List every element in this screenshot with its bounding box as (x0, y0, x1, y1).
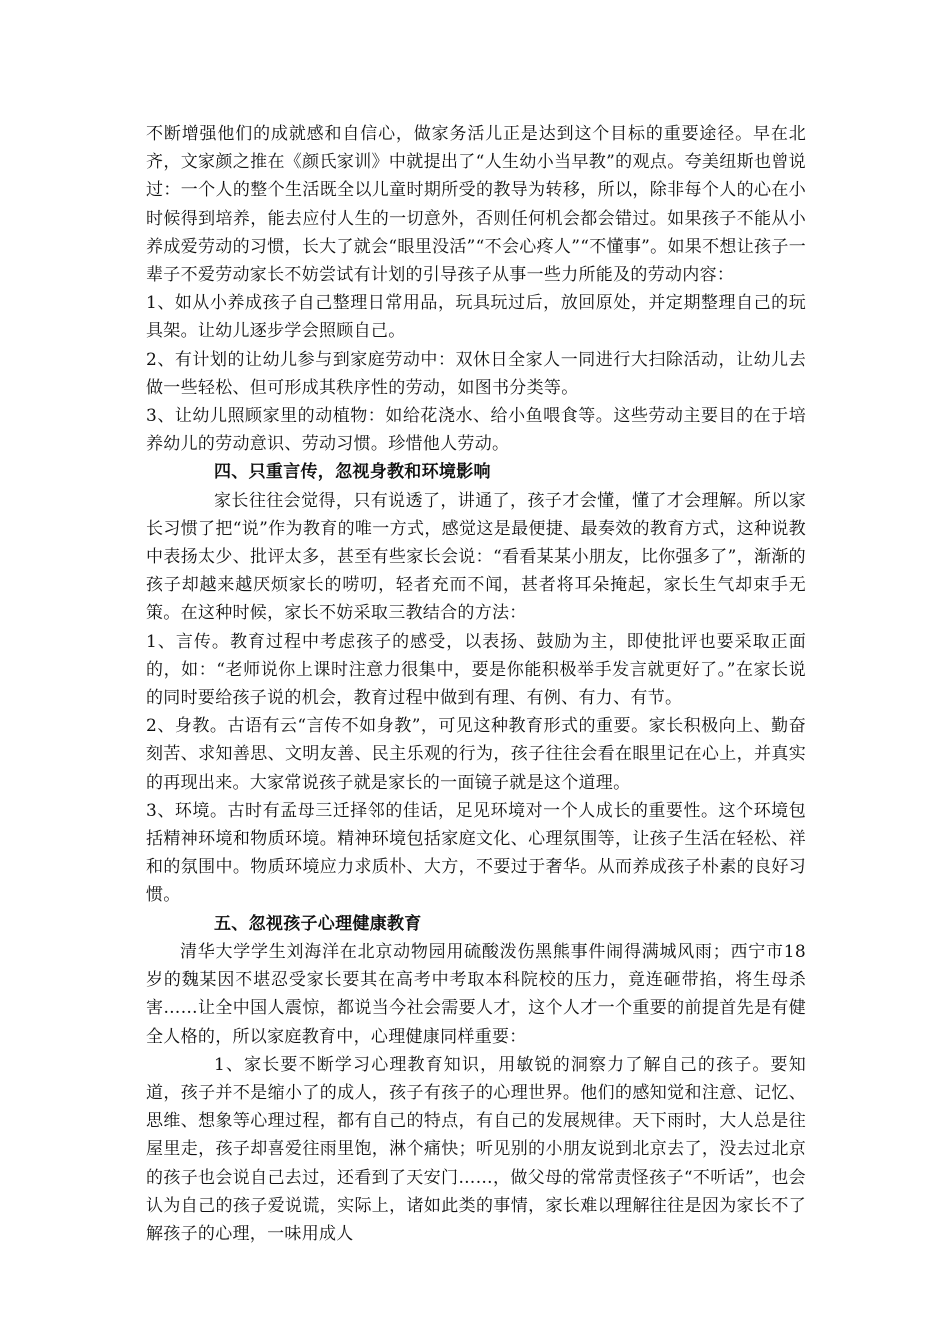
list-item-environment: 3、环境。古时有孟母三迁择邻的佳话，足见环境对一个人成长的重要性。这个环境包括精神环境和物质环境。精神环境包括家庭文化、心理氛围等，让孩子生活在轻松、祥和的氛围中。物质环境应力求质朴、大方，不要过于奢华。从而养成孩子朴素的良好习惯。 (146, 800, 806, 906)
list-item-family-chores: 2、有计划的让幼儿参与到家庭劳动中：双休日全家人一同进行大扫除活动，让幼儿去做一些轻松、但可形成其秩序性的劳动，如图书分类等。 (146, 349, 806, 398)
section-heading-5: 五、忽视孩子心理健康教育 (214, 913, 422, 934)
list-item-care-pets-plants: 3、让幼儿照顾家里的动植物：如给花浇水、给小鱼喂食等。这些劳动主要目的在于培养幼儿的劳动意识、劳动习惯。珍惜他人劳动。 (146, 406, 806, 455)
list-item-tidy-toys: 1、如从小养成孩子自己整理日常用品，玩具玩过后，放回原处，并定期整理自己的玩具架。让幼儿逐步学会照顾自己。 (146, 293, 806, 342)
list-item-words: 1、言传。教育过程中考虑孩子的感受，以表扬、鼓励为主，即使批评也要采取正面的，如：“老师说你上课时注意力很集中，要是你能积极举手发言就更好了。”在家长说的同时要给孩子说的机会，教育过程中做到有理、有例、有力、有节。 (146, 631, 806, 709)
list-item-learn-psychology: 1、家长要不断学习心理教育知识，用敏锐的洞察力了解自己的孩子。要知道，孩子并不是缩小了的成人，孩子有孩子的心理世界。他们的感知觉和注意、记忆、思维、想象等心理过程，都有自己的特点，有自己的发展规律。天下雨时，大人总是往屋里走，孩子却喜爱往雨里饱，淋个痛快；听见别的小朋友说到北京去了，没去过北京的孩子也会说自己去过，还看到了天安门……，做父母的常常责怪孩子“不听话”，也会认为自己的孩子爱说谎，实际上，诸如此类的事情，家长难以理解往往是因为家长不了解孩子的心理，一味用成人 (146, 1054, 806, 1244)
paragraph-lecturing: 家长往往会觉得，只有说透了，讲通了，孩子才会懂，懂了才会理解。所以家长习惯了把“说”作为教育的唯一方式，感觉这是最便捷、最奏效的教育方式，这种说教中表扬太少、批评太多，甚至有些家长会说：“看看某某小朋友，比你强多了”，渐渐的孩子却越来越厌烦家长的唠叨，轻者充而不闻，甚者将耳朵掩起，家长生气却束手无策。在这种时候，家长不妨采取三教结合的方法： (146, 490, 806, 624)
section-heading-4: 四、只重言传，忽视身教和环境影响 (214, 462, 491, 483)
paragraph-mental-health: 清华大学学生刘海洋在北京动物园用硫酸泼伤黑熊事件闹得满城风雨；西宁市18岁的魏某因不堪忍受家长要其在高考中考取本科院校的压力，竟连砸带掐，将生母杀害……让全中国人震惊，都说当今社会需要人才，这个人才一个重要的前提首先是有健全人格的，所以家庭教育中，心理健康同样重要： (146, 941, 806, 1047)
paragraph-housework-intro: 不断增强他们的成就感和自信心，做家务活儿正是达到这个目标的重要途径。早在北齐，文家颜之推在《颜氏家训》中就提出了“人生幼小当早教”的观点。夸美纽斯也曾说过：一个人的整个生活既全以儿童时期所受的教导为转移，所以，除非每个人的心在小时候得到培养，能去应付人生的一切意外，否则任何机会都会错过。如果孩子不能从小养成爱劳动的习惯，长大了就会“眼里没活”“不会心疼人”“不懂事”。如果不想让孩子一辈子不爱劳动家长不妨尝试有计划的引导孩子从事一些力所能及的劳动内容： (146, 124, 806, 286)
list-item-example: 2、身教。古语有云“言传不如身教”，可见这种教育形式的重要。家长积极向上、勤奋刻苦、求知善思、文明友善、民主乐观的行为，孩子往往会看在眼里记在心上，并真实的再现出来。大家常说孩子就是家长的一面镜子就是这个道理。 (146, 716, 806, 793)
document-page (146, 120, 806, 1248)
